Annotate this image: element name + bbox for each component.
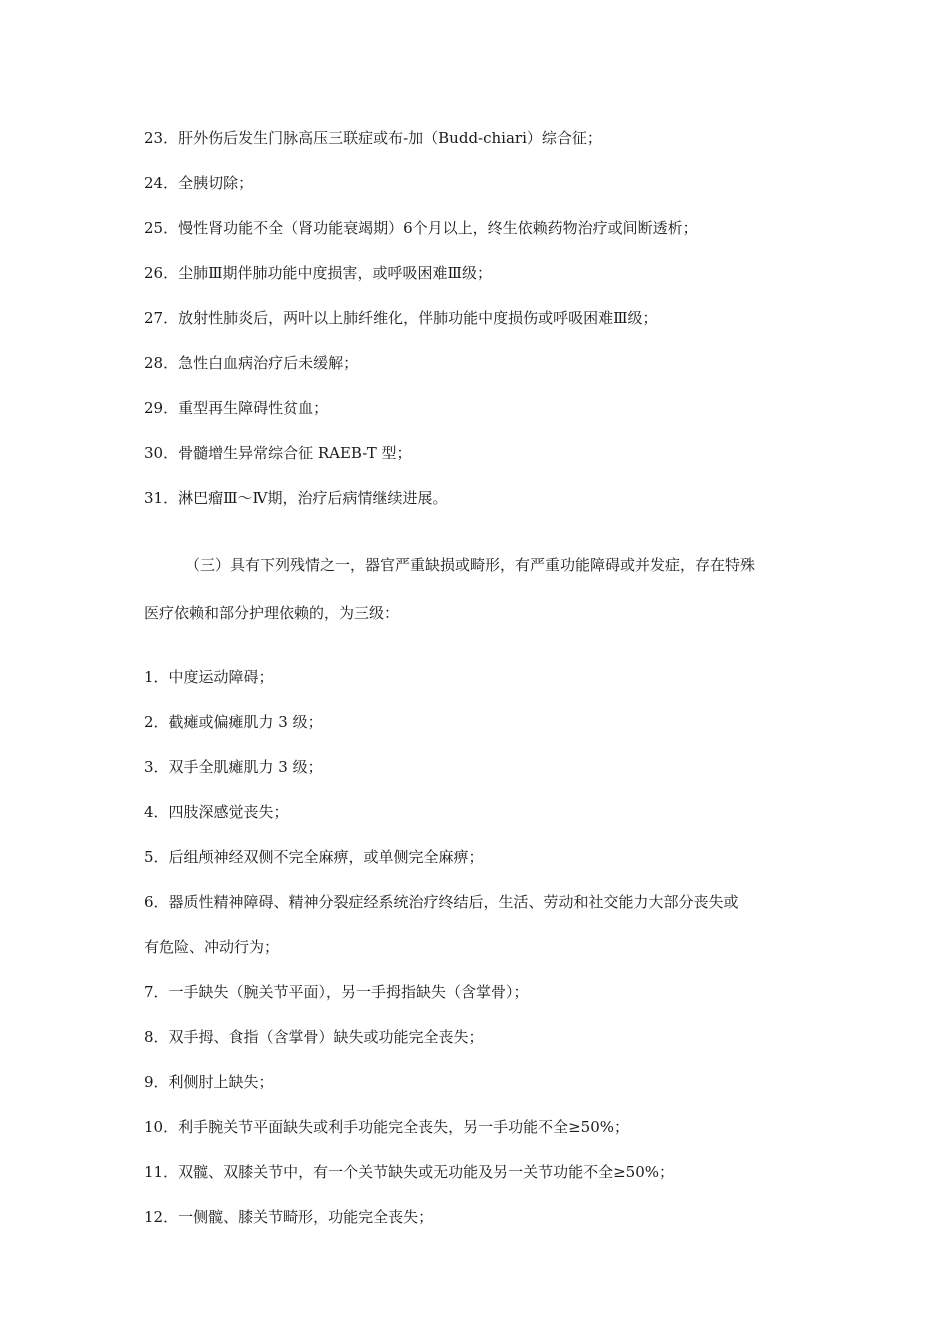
list-item: 7．一手缺失（腕关节平面），另一手拇指缺失（含掌骨）； (144, 983, 529, 1001)
list-item: 31．淋巴瘤Ⅲ～Ⅳ期，治疗后病情继续进展。 (144, 489, 448, 507)
list-item: 12．一侧髋、膝关节畸形，功能完全丧失； (144, 1208, 434, 1226)
list-item: 8．双手拇、食指（含掌骨）缺失或功能完全丧失； (144, 1028, 484, 1046)
list-item: 2．截瘫或偏瘫肌力 3 级； (144, 713, 323, 731)
list-item: 28．急性白血病治疗后未缓解； (144, 354, 359, 372)
list-item: 5．后组颅神经双侧不完全麻痹，或单侧完全麻痹； (144, 848, 484, 866)
list-item: 27．放射性肺炎后，两叶以上肺纤维化，伴肺功能中度损伤或呼吸困难Ⅲ级； (144, 309, 658, 327)
list-item: 9．利侧肘上缺失； (144, 1073, 274, 1091)
list-item-continuation: 有危险、冲动行为； (144, 938, 280, 956)
list-item: 23．肝外伤后发生门脉高压三联症或布-加（Budd-chiari）综合征； (144, 129, 602, 147)
section-heading-continuation: 医疗依赖和部分护理依赖的，为三级： (144, 604, 400, 622)
list-item: 3．双手全肌瘫肌力 3 级； (144, 758, 323, 776)
list-item: 29．重型再生障碍性贫血； (144, 399, 329, 417)
list-item: 10．利手腕关节平面缺失或利手功能完全丧失，另一手功能不全≥50%； (144, 1118, 629, 1136)
list-item: 25．慢性肾功能不全（肾功能衰竭期）6个月以上，终生依赖药物治疗或间断透析； (144, 219, 698, 237)
list-item: 24．全胰切除； (144, 174, 254, 192)
list-item: 4．四肢深感觉丧失； (144, 803, 289, 821)
list-item: 6．器质性精神障碍、精神分裂症经系统治疗终结后，生活、劳动和社交能力大部分丧失或 (144, 893, 739, 911)
list-item: 1．中度运动障碍； (144, 668, 274, 686)
list-item: 11．双髋、双膝关节中，有一个关节缺失或无功能及另一关节功能不全≥50%； (144, 1163, 674, 1181)
list-item: 30．骨髓增生异常综合征 RAEB-T 型； (144, 444, 412, 462)
list-item: 26．尘肺Ⅲ期伴肺功能中度损害，或呼吸困难Ⅲ级； (144, 264, 493, 282)
section-heading: （三）具有下列残情之一，器官严重缺损或畸形，有严重功能障碍或并发症，存在特殊 (185, 556, 756, 574)
